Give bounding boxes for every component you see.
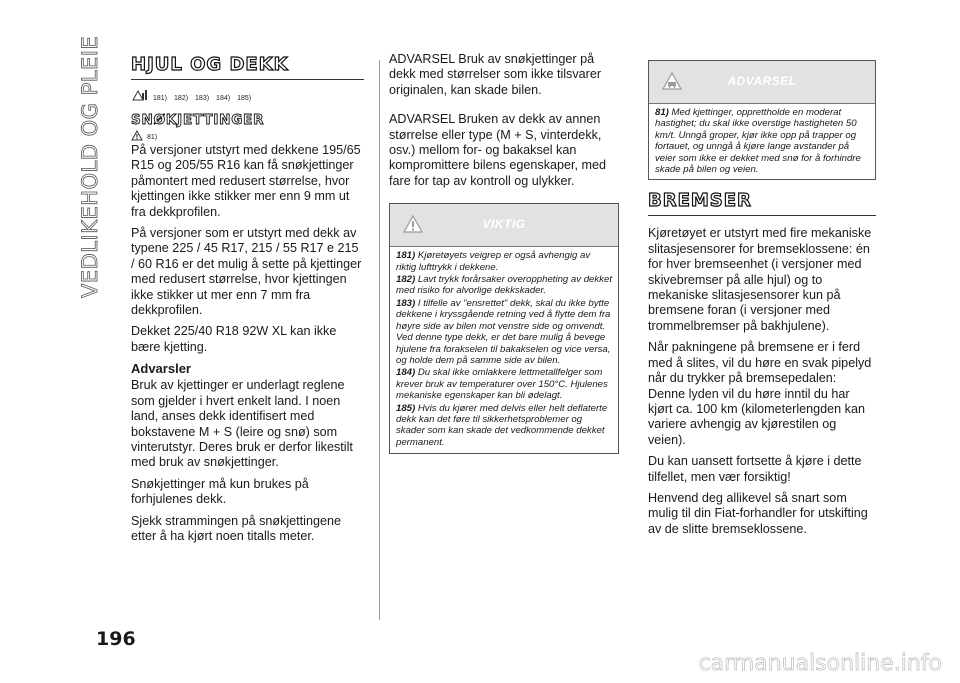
paragraph: Dekket 225/40 R18 92W XL kan ikke bære kjetting. xyxy=(131,324,337,354)
note-text: Hvis du kjører med delvis eller helt deflaterte dekk kan det føre til sikkerhetsproblemer og skader som kan skade det vedkommende dekket permanent. xyxy=(396,402,608,448)
note-text: I tilfelle av "ensrettet" dekk, skal du ikke bytte dekkene i kryssgående retning ved å flytte dem fra høyre side av bilen mot venstre side og omvendt. Ved denne type dekk, er det bare mulig å bevege hjulene fra forakselen til bakakselen og vice versa, og holde dem på samme side av bilen. xyxy=(396,297,611,366)
column-2 xyxy=(389,52,619,462)
note-number: 182) xyxy=(396,274,416,286)
note-item xyxy=(396,274,612,297)
ref-181: 181) xyxy=(153,95,168,102)
note-item xyxy=(396,298,612,366)
paragraph: Når pakningene på bremsene er i ferd med å slites, vil du høre en svak pipelyd når du trykker på bremsepedalen: Denne lyden vil du høre inntil du har kjørt ca. 100 km (kilometerlengden kan variere avhengig av kjørestilen og veien). xyxy=(648,340,872,447)
important-box-body xyxy=(390,247,618,453)
paragraph: ADVARSEL Bruk av snøkjettinger på dekk med størrelser som ikke tilsvarer originalen, kan skade bilen. xyxy=(389,52,602,97)
ref-184: 184) xyxy=(216,95,231,102)
note-item xyxy=(396,250,612,273)
important-box xyxy=(389,203,619,454)
ref-183: 183) xyxy=(195,95,210,102)
note-text: Kjøretøyets veigrep er også avhengig av riktig lufttrykk i dekkene. xyxy=(396,250,591,273)
paragraph: På versjoner som er utstyrt med dekk av typene 225 / 45 R17, 215 / 55 R17 e 215 / 60 R16 er det mulig å sette på kjettinger med redusert størrelse, hvor kjettingen ikke stikker ut mer enn 7 mm fra dekkprofilen. xyxy=(131,226,362,318)
caution-triangle-icon xyxy=(131,130,143,141)
heading-bremser: BREMSER xyxy=(648,190,876,216)
ref-81: 81) xyxy=(147,134,158,141)
note-item xyxy=(396,403,612,449)
warning-box xyxy=(648,60,876,180)
warning-box-title: ADVARSEL xyxy=(727,74,797,88)
caution-ref xyxy=(131,130,364,141)
watermark: carmanualsonline.info xyxy=(698,651,942,676)
note-text: Lavt trykk forårsaker overoppheting av dekket med risiko for alvorlige dekkskader. xyxy=(396,274,612,297)
warning-refs xyxy=(131,88,364,102)
important-box-title: VIKTIG xyxy=(482,217,526,232)
column-1 xyxy=(131,54,364,550)
paragraph: Du kan uansett fortsette å kjøre i dette tilfellet, men vær forsiktig! xyxy=(648,454,862,484)
note-number: 183) xyxy=(396,297,416,309)
important-box-header xyxy=(390,204,618,247)
paragraph: Bruk av kjettinger er underlagt reglene som gjelder i hvert enkelt land. I noen land, anses dekk identifisert med bokstavene M + S (leire og snø) som vinterutstyr. Deres bruk er derfor likestilt med bruk av snøkjettinger. xyxy=(131,378,353,470)
note-number: 184) xyxy=(396,367,416,379)
paragraph: Kjøretøyet er utstyrt med fire mekaniske slitasjesensorer for bremseklossene: én for hver bremseenhet (i versjoner med skivebremser på alle hjul) og to mekaniske slitasjesensorer kun på bremsene foran (i versjoner med trommelbremser på bakhjulene). xyxy=(648,226,872,333)
heading-snokjettinger: SNØKJETTINGER xyxy=(131,112,265,128)
warning-triangle-icon xyxy=(131,88,149,102)
page-number: 196 xyxy=(96,628,136,650)
column-3 xyxy=(648,60,876,543)
note-number: 181) xyxy=(396,250,416,262)
heading-advarsler: Advarsler xyxy=(131,361,191,377)
note-text: Du skal ikke omlakkere lettmetallfelger som krever bruk av temperaturer over 150°C. Hjulenes mekaniske egenskaper kan bli ødelagt. xyxy=(396,367,608,402)
note-number: 81) xyxy=(655,107,669,118)
ref-185: 185) xyxy=(237,95,252,102)
warning-box-header xyxy=(649,61,875,104)
paragraph: På versjoner utstyrt med dekkene 195/65 R15 og 205/55 R16 kan få snøkjettinger påmontert med redusert størrelse, hvor kjettingen ikke stikker mer enn 9 mm ut fra dekkprofilen. xyxy=(131,143,361,219)
warning-box-body xyxy=(649,104,875,179)
ref-182: 182) xyxy=(174,95,189,102)
paragraph: Sjekk strammingen på snøkjettingene etter å ha kjørt noen titalls meter. xyxy=(131,513,341,543)
note-number: 185) xyxy=(396,402,416,414)
paragraph: ADVARSEL Bruken av dekk av annen størrelse eller type (M + S, vinterdekk, osv.) mellom for- og bakaksel kan kompromittere bilens egenskaper, med fare for tap av kontroll og ulykker. xyxy=(389,112,607,188)
column-divider xyxy=(379,60,380,620)
paragraph: Henvend deg allikevel så snart som mulig til din Fiat-forhandler for utskifting av de slitte bremseklossene. xyxy=(648,490,868,536)
note-item xyxy=(396,367,612,401)
section-side-title: VEDLIKEHOLD OG PLEIE xyxy=(78,35,102,298)
heading-hjul-og-dekk: HJUL OG DEKK xyxy=(131,54,364,80)
paragraph: Snøkjettinger må kun brukes på forhjulenes dekk. xyxy=(131,476,309,507)
note-text: Med kjettinger, opprettholde en moderat hastighet; du skal ikke overstige hastigheten 50 km/t. Unngå groper, kjør ikke opp på trapper og fortauet, og unngå å kjøre lange avstander på veier som ikke er dekket med snø for å forhindre skade på bilen og veien. xyxy=(655,107,861,176)
